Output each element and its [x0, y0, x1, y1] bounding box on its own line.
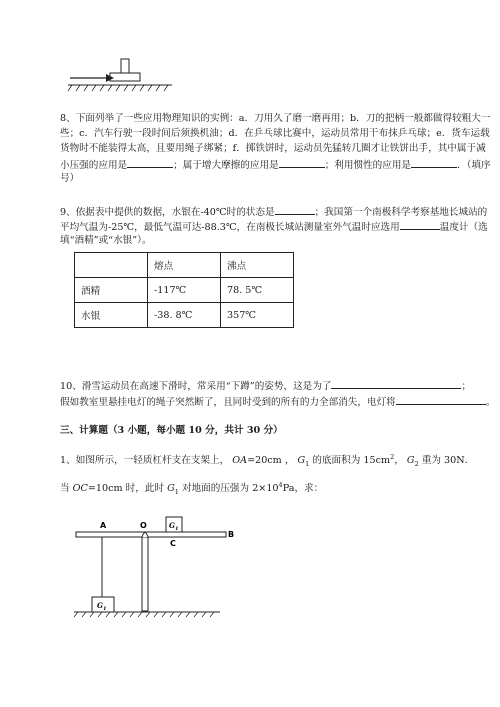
- q10-text-b: ；: [461, 381, 472, 392]
- table-cell: 水银: [75, 303, 148, 328]
- q10-line-2: [60, 394, 495, 409]
- table-cell: -117℃: [148, 278, 221, 303]
- table-row: [75, 278, 294, 303]
- q1-text-prefix: 1、如图所示，一轻质杠杆支在支架上，: [60, 455, 230, 467]
- q8-line-2: 些；c．汽车行驶一段时间后须换机油；d．在乒乓球比赛中，运动员常用干布抹乒乓球；e．货车运载: [60, 128, 490, 139]
- table-cell: 78. 5℃: [221, 278, 294, 303]
- ground-hatching: [74, 612, 214, 617]
- friction-figure: [60, 55, 180, 105]
- q9-line-1: [60, 204, 487, 219]
- table-row: [75, 303, 294, 328]
- label-o: O: [140, 521, 147, 530]
- block-body: [110, 73, 140, 81]
- lever-beam: [76, 532, 226, 537]
- q1-pressure-text: 对地面的压强为: [181, 483, 250, 495]
- q1-area-text: 的底面积为: [312, 455, 361, 467]
- lever-diagram: [70, 508, 250, 618]
- q10-text-a: 10、滑雪运动员在高速下滑时，常采用“下蹲”的姿势，这是为了: [60, 381, 332, 392]
- q8-answer-blank-1[interactable]: [127, 157, 173, 168]
- q1-g2-text: 重为 30N: [421, 455, 465, 467]
- q1-g1-sub-2: 1: [174, 488, 179, 497]
- q8-line-5: 号）: [60, 173, 80, 184]
- q1-g2-symbol: G: [406, 455, 415, 467]
- section-heading: 三、计算题（3 小题，每小题 10 分，共计 30 分）: [60, 425, 283, 436]
- fulcrum-support: [142, 537, 148, 611]
- q9-answer-blank-1[interactable]: [275, 204, 315, 215]
- table-header-cell: 沸点: [221, 253, 294, 278]
- q1-sep: ，: [284, 455, 295, 467]
- q8-line-3: 货物时不能装得太高，且要用绳子绑紧；f．掷铁饼时，运动员先猛转几圈才让铁饼出手，其中属于减: [60, 143, 486, 154]
- q10-answer-blank-2[interactable]: [396, 394, 486, 405]
- q8-line-1: 8、下面列举了一些应用物理知识的实例：a．刀用久了磨一磨再用；b．刀的把柄一般都做得较粗大一: [60, 113, 491, 124]
- melting-boiling-table: [74, 252, 294, 328]
- q1-g1-sub: 1: [305, 460, 310, 469]
- q1-oc-value: =10cm: [87, 483, 123, 495]
- q1-oc-label: OC: [72, 483, 88, 495]
- q10-text-c: 假如教室里悬挂电灯的绳子突然断了，且同时受到的所有的力全部消失，电灯将: [60, 397, 396, 408]
- q1-comma: ，: [394, 455, 404, 467]
- label-a: A: [100, 521, 107, 530]
- q1-pressure-unit: Pa: [282, 483, 295, 495]
- q9-text-b: ；我国第一个南极科学考察基地长城站的: [314, 207, 488, 218]
- q1-oa-value: =20cm: [247, 455, 282, 467]
- q9-text-a: 9、依据表中提供的数据，水银在-40℃时的状态是: [60, 207, 275, 218]
- q8-answer-blank-3[interactable]: [411, 157, 457, 168]
- q1-end1: ．: [464, 455, 475, 467]
- q1-line-1: [60, 451, 474, 471]
- q9-answer-blank-2[interactable]: [400, 219, 440, 230]
- q8-answer-blank-2[interactable]: [279, 157, 325, 168]
- q9-text-c: 平均气温为-25℃，最低气温可达-88.3℃，在南极长城站测量室外气温时应选用: [60, 222, 400, 233]
- table-header-row: [75, 253, 294, 278]
- q8-text-d: ．（填序: [457, 160, 491, 171]
- label-c: C: [170, 539, 176, 548]
- q9-text-d: 温度计（选: [439, 222, 488, 233]
- q10-line-1: [60, 378, 471, 393]
- table-header-cell: [75, 253, 148, 278]
- ground-hatching: [68, 85, 168, 91]
- q1-line2-mid: 时，此时: [125, 483, 165, 495]
- q1-area-sup: 2: [390, 453, 395, 461]
- table-cell: 357℃: [221, 303, 294, 328]
- q10-answer-blank-1[interactable]: [331, 378, 461, 389]
- block-handle: [121, 59, 129, 73]
- label-b: B: [228, 530, 235, 539]
- q1-area-value: 15cm: [363, 455, 391, 467]
- table-cell: -38. 8℃: [148, 303, 221, 328]
- q1-line-2: [60, 479, 323, 499]
- q8-text-a: 小压强的应用是: [60, 160, 128, 171]
- q1-g1-symbol-2: G: [167, 483, 175, 495]
- q1-g1-symbol: G: [297, 455, 306, 467]
- q1-line2-prefix: 当: [60, 483, 70, 495]
- q1-oa-label: OA: [232, 455, 248, 467]
- q8-line-4: [60, 157, 491, 172]
- q8-text-b: ；属于增大摩擦的应用是: [173, 160, 279, 171]
- q9-line-2: [60, 219, 488, 234]
- label-g-a: $G_1$: [97, 601, 107, 612]
- q10-text-d: 。: [485, 397, 496, 408]
- label-g-c: $G_1$: [169, 521, 179, 532]
- q1-pressure-sup: 4: [278, 481, 283, 489]
- q1-g2-sub: 2: [414, 460, 419, 469]
- q1-end2: ，求：: [294, 483, 324, 495]
- q1-pressure-value: 2×10: [252, 483, 279, 495]
- table-cell: 酒精: [75, 278, 148, 303]
- table-header-cell: 熔点: [148, 253, 221, 278]
- q8-text-c: ；利用惯性的应用是: [324, 160, 412, 171]
- q9-line-3: 填“酒精”或“水银”）。: [60, 235, 152, 246]
